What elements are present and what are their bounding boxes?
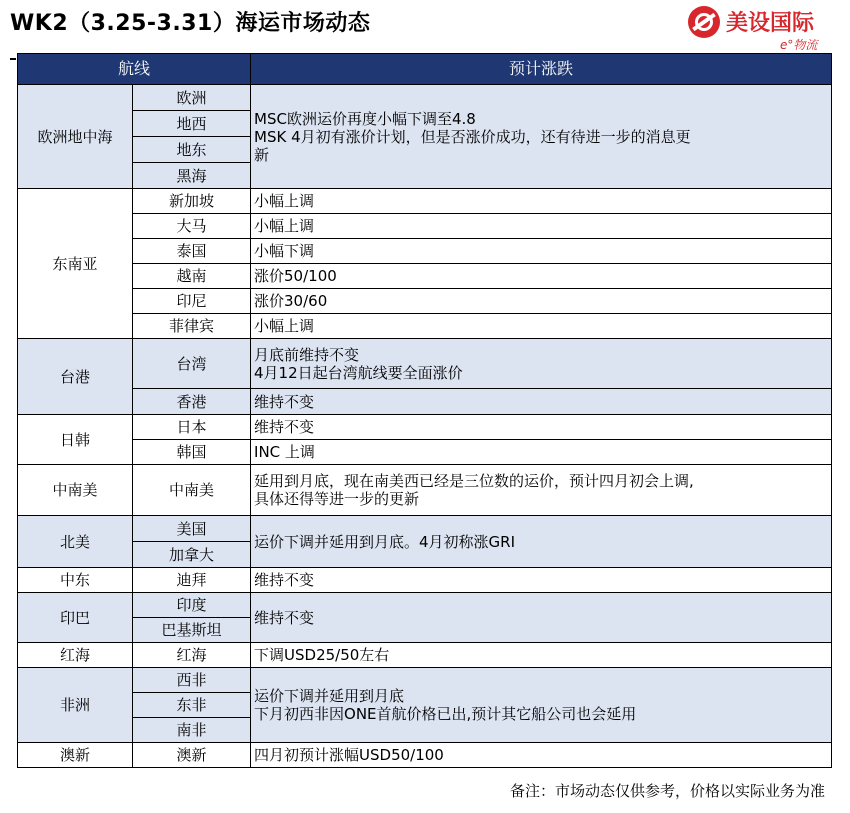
forecast-cell: 小幅下调 <box>251 239 832 264</box>
region-cell: 中南美 <box>18 465 133 516</box>
sub-route-cell: 新加坡 <box>133 189 251 214</box>
sub-route-cell: 巴基斯坦 <box>133 618 251 643</box>
sub-route-cell: 西非 <box>133 668 251 693</box>
region-cell: 东南亚 <box>18 189 133 339</box>
forecast-cell <box>251 465 832 516</box>
table-row <box>18 743 832 768</box>
forecast-line: 月底前维持不变 <box>254 345 360 364</box>
sub-route-cell: 迪拜 <box>133 568 251 593</box>
table-row <box>18 415 832 440</box>
region-cell: 日韩 <box>18 415 133 465</box>
table-row <box>18 643 832 668</box>
table-row <box>18 593 832 618</box>
region-cell: 中东 <box>18 568 133 593</box>
sub-route-cell: 欧洲 <box>133 85 251 111</box>
page-title: WK2（3.25-3.31）海运市场动态 <box>10 11 371 36</box>
sub-route-cell: 东非 <box>133 693 251 718</box>
table-row <box>18 440 832 465</box>
forecast-line: 4月12日起台湾航线要全面涨价 <box>254 363 463 382</box>
divider <box>10 58 16 60</box>
sub-route-cell: 南非 <box>133 718 251 743</box>
table-row <box>18 568 832 593</box>
sub-route-cell: 泰国 <box>133 239 251 264</box>
forecast-line: 延用到月底，现在南美西已经是三位数的运价，预计四月初会上调, <box>254 472 694 490</box>
forecast-line: 新 <box>254 145 270 164</box>
forecast-cell: 维持不变 <box>251 415 832 440</box>
forecast-line: 具体还得等进一步的更新 <box>254 490 420 508</box>
sub-route-cell: 印度 <box>133 593 251 618</box>
table-row <box>18 214 832 239</box>
table-row <box>18 339 832 389</box>
shipping-table <box>17 53 832 768</box>
sub-route-cell: 菲律宾 <box>133 314 251 339</box>
sub-route-cell: 红海 <box>133 643 251 668</box>
sub-route-cell: 加拿大 <box>133 542 251 568</box>
logo-subtitle: e°物流 <box>780 38 818 52</box>
forecast-line: MSC欧洲运价再度小幅下调至4.8 <box>254 109 476 128</box>
sub-route-cell: 地西 <box>133 111 251 137</box>
region-cell: 非洲 <box>18 668 133 743</box>
table-row <box>18 264 832 289</box>
sub-route-cell: 美国 <box>133 516 251 542</box>
forecast-line: 运价下调并延用到月底 <box>254 687 405 705</box>
sub-route-cell: 越南 <box>133 264 251 289</box>
table-row <box>18 289 832 314</box>
table-row <box>18 314 832 339</box>
forecast-cell <box>251 85 832 189</box>
table-header <box>18 54 832 85</box>
forecast-line: MSK 4月初有涨价计划，但是否涨价成功，还有待进一步的消息更 <box>254 127 691 146</box>
sub-route-cell: 大马 <box>133 214 251 239</box>
table-row <box>18 85 832 111</box>
sub-route-cell: 中南美 <box>133 465 251 516</box>
forecast-cell: 下调USD25/50左右 <box>251 643 832 668</box>
globe-icon <box>688 6 720 38</box>
sub-route-cell: 印尼 <box>133 289 251 314</box>
region-cell: 台港 <box>18 339 133 415</box>
header-route: 航线 <box>18 54 251 85</box>
forecast-cell: 涨价30/60 <box>251 289 832 314</box>
region-cell: 欧洲地中海 <box>18 85 133 189</box>
forecast-cell: 四月初预计涨幅USD50/100 <box>251 743 832 768</box>
table-row <box>18 465 832 516</box>
forecast-cell: 小幅上调 <box>251 189 832 214</box>
table-row <box>18 516 832 542</box>
forecast-cell: 小幅上调 <box>251 314 832 339</box>
footnote: 备注：市场动态仅供参考，价格以实际业务为准 <box>509 782 825 800</box>
sub-route-cell: 韩国 <box>133 440 251 465</box>
sub-route-cell: 香港 <box>133 389 251 415</box>
region-cell: 澳新 <box>18 743 133 768</box>
forecast-cell: 维持不变 <box>251 389 832 415</box>
region-cell: 北美 <box>18 516 133 568</box>
region-cell: 印巴 <box>18 593 133 643</box>
forecast-cell: 运价下调并延用到月底。4月初称涨GRI <box>251 516 832 568</box>
forecast-cell: 维持不变 <box>251 593 832 643</box>
forecast-cell <box>251 339 832 389</box>
sub-route-cell: 澳新 <box>133 743 251 768</box>
table-row <box>18 389 832 415</box>
forecast-cell: 维持不变 <box>251 568 832 593</box>
sub-route-cell: 地东 <box>133 137 251 163</box>
logo-name: 美设国际 <box>726 11 815 36</box>
forecast-cell: 小幅上调 <box>251 214 832 239</box>
table-row <box>18 189 832 214</box>
sub-route-cell: 日本 <box>133 415 251 440</box>
sub-route-cell: 黑海 <box>133 163 251 189</box>
sub-route-cell: 台湾 <box>133 339 251 389</box>
company-logo <box>688 6 838 50</box>
table-row <box>18 239 832 264</box>
forecast-cell: INC 上调 <box>251 440 832 465</box>
region-cell: 红海 <box>18 643 133 668</box>
header-forecast: 预计涨跌 <box>251 54 832 85</box>
table-row <box>18 668 832 693</box>
forecast-line: 下月初西非因ONE首航价格已出,预计其它船公司也会延用 <box>254 705 637 723</box>
forecast-cell <box>251 668 832 743</box>
forecast-cell: 涨价50/100 <box>251 264 832 289</box>
